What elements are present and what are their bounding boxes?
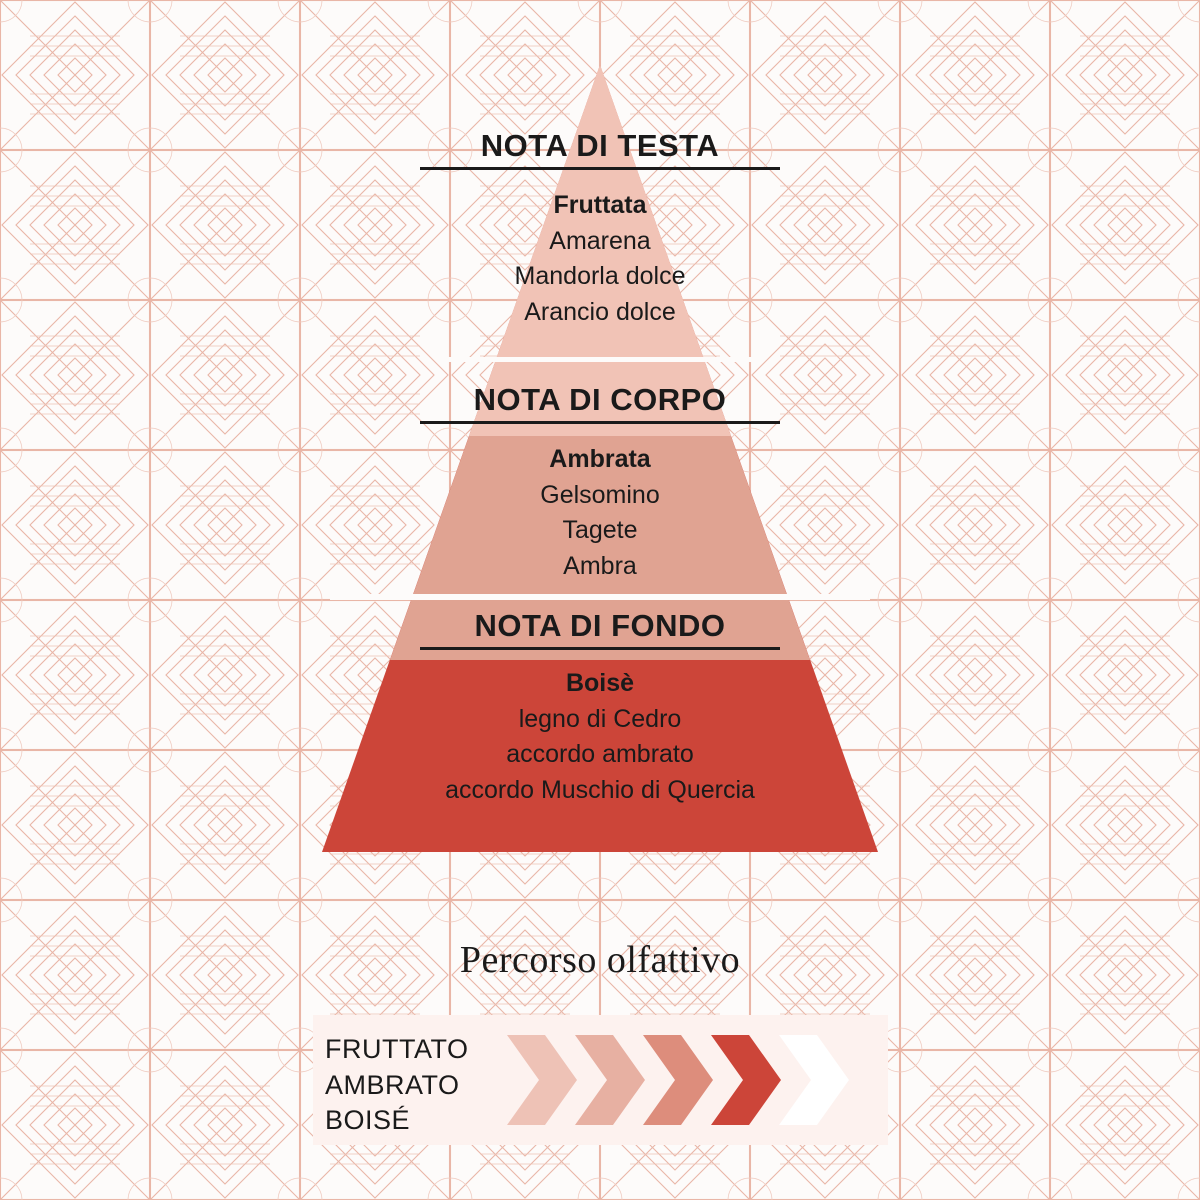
chevron-icon-5 [779,1035,849,1125]
tier-note-middle-1: Gelsomino [540,480,660,509]
journey-word-2: AMBRATO [325,1069,460,1100]
tier-note-top-3: Arancio dolce [524,297,676,326]
tier-note-middle-3: Ambra [563,551,637,580]
tier-note-middle-2: Tagete [562,516,638,544]
journey-word-1: FRUTTATO [325,1034,469,1064]
journey-title: Percorso olfattivo [459,939,741,981]
chevron-icon-3 [643,1035,713,1125]
chevron-arrow-group [505,1030,885,1130]
chevron-icon-2 [575,1035,645,1125]
tier-notes-middle [420,442,780,584]
tier-note-top-1: Amarena [549,226,651,255]
tier-family-middle: Ambrata [549,445,651,473]
tier-notes-base [300,666,900,808]
chevron-icon-1 [507,1035,577,1125]
journey-word-3: BOISÉ [325,1105,411,1136]
tier-note-top-2: Mandorla dolce [514,262,686,290]
tier-notes-top [420,188,780,330]
tier-label-middle: NOTA DI CORPO [420,382,780,424]
tier-note-base-1: legno di Cedro [518,704,682,733]
tier-label-base: NOTA DI FONDO [420,608,780,650]
tier-label-top: NOTA DI TESTA [420,128,780,170]
tier-family-top: Fruttata [553,191,647,219]
journey-words [325,1032,468,1139]
tier-note-base-3: accordo Muschio di Quercia [445,775,755,804]
tier-family-base: Boisè [565,669,635,697]
chevron-icon-4 [711,1035,781,1125]
tier-note-base-2: accordo ambrato [506,740,694,768]
